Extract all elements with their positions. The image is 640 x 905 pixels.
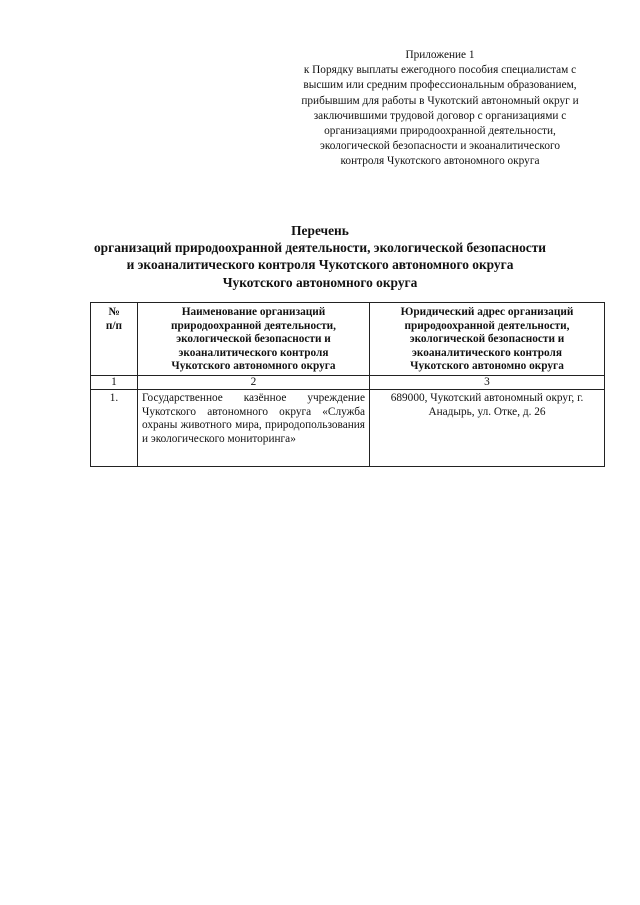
appendix-note: [270, 48, 610, 170]
header-name-line: Чукотского автономного округа: [171, 360, 336, 373]
appendix-line: организациями природоохранной деятельности,: [324, 125, 556, 138]
appendix-line: Приложение 1: [405, 49, 475, 61]
header-number: [91, 303, 138, 376]
header-name-line: природоохранной деятельности,: [171, 319, 336, 332]
title-line: и экоаналитического контроля Чукотского автономного округа: [126, 257, 514, 273]
appendix-line: контроля Чукотского автономного округа: [340, 155, 540, 168]
column-number: 2: [138, 375, 370, 389]
column-number: 3: [370, 375, 605, 389]
appendix-line: прибывшим для работы в Чукотский автономный округ и: [301, 94, 579, 107]
table-row: [91, 389, 605, 466]
header-address-line: Юридический адрес организаций: [400, 306, 574, 318]
header-address-line: экологической безопасности и: [409, 333, 565, 346]
column-number: 1: [91, 375, 138, 389]
header-number-line: №: [108, 306, 120, 318]
header-name-line: экологической безопасности и: [176, 333, 331, 346]
document-title: [60, 222, 580, 291]
row-number: 1.: [91, 389, 138, 466]
title-line: организаций природоохранной деятельности, экологической безопасности: [93, 240, 547, 256]
appendix-line: высшим или средним профессиональным образованием,: [303, 79, 577, 92]
appendix-line: экологической безопасности и экоаналитического: [320, 140, 560, 153]
title-line: Чукотского автономного округа: [222, 274, 418, 290]
header-address: [370, 303, 605, 376]
organization-address: 689000, Чукотский автономный округ, г. Анадырь, ул. Отке, д. 26: [370, 389, 605, 466]
column-number-row: [91, 375, 605, 389]
organizations-table: [90, 302, 605, 467]
header-name-line: Наименование организаций: [181, 306, 326, 318]
appendix-line: к Порядку выплаты ежегодного пособия специалистам с: [303, 64, 577, 77]
header-address-line: природоохранной деятельности,: [404, 319, 570, 332]
header-name: [138, 303, 370, 376]
table-header-row: [91, 303, 605, 376]
title-line: Перечень: [291, 223, 349, 238]
header-number-line: п/п: [105, 319, 123, 332]
appendix-line: заключившими трудовой договор с организациями с: [313, 109, 567, 122]
header-address-line: экоаналитического контроля: [411, 346, 562, 359]
organization-name: Государственное казённое учреждение Чукотского автономного округа «Служба охраны животного мира, природопользования и экологического мониторинга»: [138, 389, 370, 466]
header-address-line: Чукотского автономно округа: [410, 360, 564, 373]
header-name-line: экоаналитического контроля: [178, 346, 329, 359]
